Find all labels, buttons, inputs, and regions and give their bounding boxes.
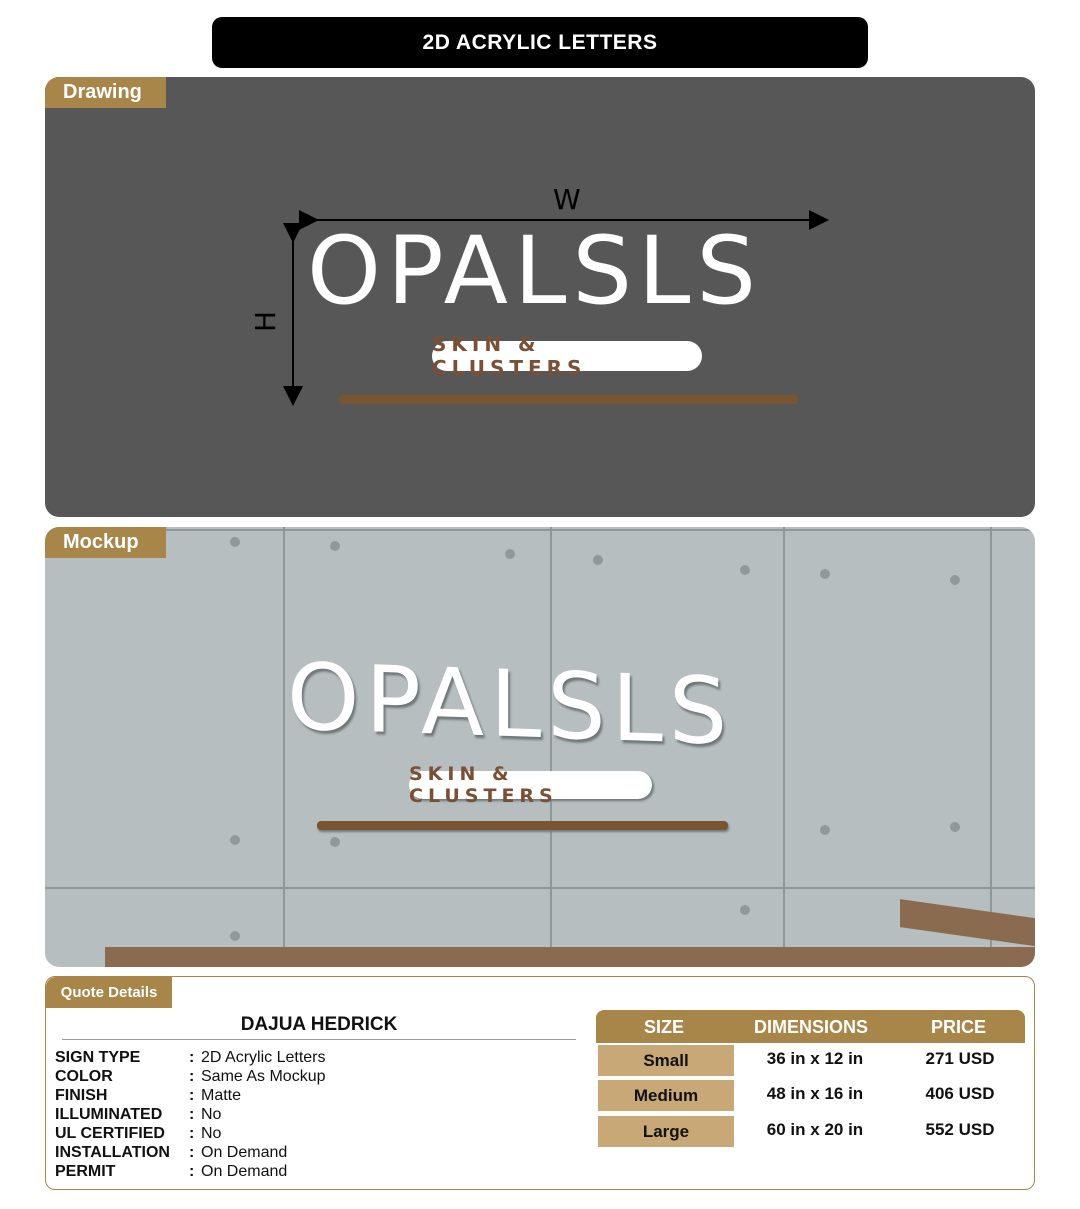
spec-value: On Demand: [201, 1163, 288, 1180]
spec-row: FINISH : Matte: [55, 1087, 242, 1104]
spec-row: UL CERTIFIED : No: [55, 1125, 222, 1142]
wall-bolt: [950, 575, 960, 585]
wall-bolt: [740, 905, 750, 915]
dimensions-cell: 36 in x 12 in: [766, 1049, 864, 1068]
wall-bolt: [330, 541, 340, 551]
drawing-sub-text: SKIN & CLUSTERS: [432, 341, 702, 371]
wall-bolt: [330, 837, 340, 847]
spec-value: 2D Acrylic Letters: [201, 1049, 326, 1066]
spec-value: On Demand: [201, 1144, 288, 1161]
wall-bolt: [230, 537, 240, 547]
price-cell: 271 USD: [925, 1049, 995, 1068]
header-dimensions: DIMENSIONS: [754, 1017, 869, 1037]
spec-key: UL CERTIFIED: [55, 1125, 165, 1142]
drawing-tag: Drawing: [45, 77, 166, 108]
bench-right: [900, 899, 1035, 947]
header-size: SIZE: [644, 1017, 685, 1037]
spec-row: INSTALLATION : On Demand: [55, 1144, 288, 1161]
wall-bolt: [820, 569, 830, 579]
spec-key: COLOR: [55, 1068, 113, 1085]
mockup-sub-text: SKIN & CLUSTERS: [409, 771, 652, 799]
price-cell: 552 USD: [925, 1120, 995, 1139]
spec-row: SIGN TYPE : 2D Acrylic Letters: [55, 1049, 326, 1066]
dimensions-cell: 60 in x 20 in: [766, 1120, 864, 1139]
bench-top: [105, 947, 1035, 967]
wall-bolt: [820, 825, 830, 835]
quote-details-tag: Quote Details: [46, 977, 172, 1008]
divider: [62, 1039, 576, 1040]
width-label: W: [553, 183, 581, 216]
wall-bolt: [230, 931, 240, 941]
spec-value: No: [201, 1125, 222, 1142]
spec-key: PERMIT: [55, 1163, 116, 1180]
spec-key: SIGN TYPE: [55, 1049, 141, 1066]
wall-seam: [283, 527, 285, 967]
spec-value: Matte: [201, 1087, 242, 1104]
wall-bolt: [950, 822, 960, 832]
mockup-brown-bar: [317, 821, 728, 830]
wall-seam: [990, 527, 992, 967]
wall-bolt: [230, 835, 240, 845]
wall-seam: [45, 529, 1035, 531]
spec-value: No: [201, 1106, 222, 1123]
wall-seam: [45, 887, 1035, 889]
spec-key: INSTALLATION: [55, 1144, 170, 1161]
price-table-header: [596, 1010, 1025, 1043]
price-cell: 406 USD: [925, 1084, 995, 1103]
drawing-brown-bar: [339, 395, 798, 404]
size-cell: Medium: [598, 1080, 734, 1111]
dimensions-cell: 48 in x 16 in: [766, 1084, 864, 1103]
mockup-tag: Mockup: [45, 527, 166, 558]
wall-bolt: [593, 555, 603, 565]
drawing-logo-text: OPALSLS: [307, 217, 763, 326]
client-name: DAJUA HEDRICK: [240, 1014, 398, 1035]
spec-row: COLOR : Same As Mockup: [55, 1068, 326, 1085]
spec-row: ILLUMINATED : No: [55, 1106, 222, 1123]
spec-key: FINISH: [55, 1087, 108, 1104]
height-label: H: [249, 310, 283, 333]
spec-key: ILLUMINATED: [55, 1106, 163, 1123]
size-cell: Small: [598, 1045, 734, 1076]
mockup-logo-text: OPALSLS: [287, 643, 734, 766]
spec-row: PERMIT : On Demand: [55, 1163, 288, 1180]
wall-bolt: [505, 549, 515, 559]
mockup-panel: [45, 527, 1035, 967]
spec-value: Same As Mockup: [201, 1068, 326, 1085]
wall-bolt: [740, 565, 750, 575]
wall-seam: [783, 527, 785, 967]
drawing-panel: [45, 77, 1035, 517]
header-price: PRICE: [931, 1017, 987, 1037]
size-cell: Large: [598, 1116, 734, 1147]
page-title: 2D ACRYLIC LETTERS: [212, 17, 868, 68]
